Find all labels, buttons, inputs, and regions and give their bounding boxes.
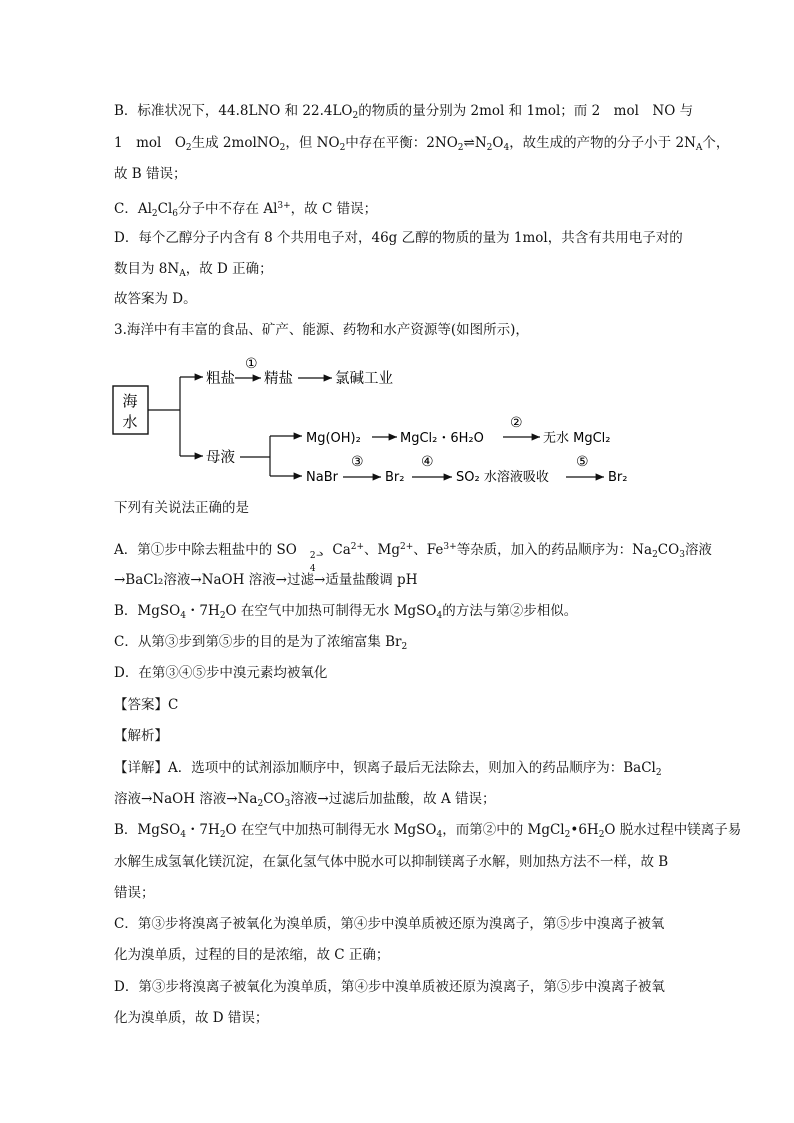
option-b-line-3: 故 B 错误； <box>114 166 187 182</box>
option-b-line-2: 1 mol $O_2$生成 2molNO$_2$，但 $NO_2$中存在平衡：$2NO_2\rightleftharpoons N_2O_4$，故生成的产物的分子小于 $2N_A$个， <box>114 135 730 153</box>
seawater-label-top: 海 <box>122 392 138 410</box>
option-b-line-1: B．标准状况下，44.8LNO 和 $22.4LO_2$的物质的量分别为 2mol 和 1mol；而 2 mol NO 与 <box>114 103 694 121</box>
question-3: 3.海洋中有丰富的食品、矿产、能源、药物和水产资源等(如图所示)， <box>114 322 529 338</box>
option-a-line-1: A．第①步中除去粗盐中的 SO 2− 4 、$Ca^{2+}$、$Mg^{2+}$、$Fe^{3+}$等杂质，加入的药品顺序为：$Na_2CO_3$溶液 <box>114 542 712 574</box>
explanation-line-3: B．MgSO$_4$・$7H_2O$ 在空气中加热可制得无水 MgSO$_4$，而第②中的 $MgCl_2•6H_2O$ 脱水过程中镁离子易 <box>114 822 742 840</box>
step-4-label: ④ <box>421 454 434 470</box>
crude-salt: 粗盐 <box>206 371 235 387</box>
explanation-line-7: 化为溴单质，过程的目的是浓缩，故 C 正确； <box>114 947 390 963</box>
step-5-label: ⑤ <box>576 454 589 470</box>
seawater-label-bottom: 水 <box>122 413 138 431</box>
so2-absorption: SO₂ 水溶液吸收 <box>456 470 549 485</box>
explanation-line-9: 化为溴单质，故 D 错误； <box>114 1010 269 1026</box>
option-d: D．在第③④⑤步中溴元素均被氧化 <box>114 665 328 681</box>
option-c-line: C．$Al_2Cl_6$分子中不存在 $Al^{3+}$，故 C 错误； <box>114 201 378 219</box>
magnesium-hydroxide: Mg(OH)₂ <box>306 431 361 446</box>
explanation-line-1: 【详解】A．选项中的试剂添加顺序中，钡离子最后无法除去，则加入的药品顺序为：BaCl$_2$ <box>114 760 662 778</box>
previous-answer: 故答案为 D。 <box>114 291 197 307</box>
mother-liquor: 母液 <box>206 450 235 466</box>
step-3-label: ③ <box>351 454 364 470</box>
bromine-2: Br₂ <box>608 470 628 485</box>
seawater-flow-diagram <box>110 350 650 492</box>
answer: 【答案】C <box>114 697 179 713</box>
question-prompt: 下列有关说法正确的是 <box>114 500 249 516</box>
explanation-line-8: D．第③步将溴离子被氧化为溴单质，第④步中溴单质被还原为溴离子，第⑤步中溴离子被氧 <box>114 979 665 995</box>
explanation-line-5: 错误； <box>114 885 155 901</box>
option-b: B．MgSO$_4$・$7H_2O$ 在空气中加热可制得无水 MgSO$_4$的方法与第②步相似。 <box>114 603 578 621</box>
analysis-heading: 【解析】 <box>114 728 168 744</box>
explanation-line-6: C．第③步将溴离子被氧化为溴单质，第④步中溴单质被还原为溴离子，第⑤步中溴离子被氧 <box>114 916 665 932</box>
explanation-line-4: 水解生成氢氧化镁沉淀，在氯化氢气体中脱水可以抑制镁离子水解，则加热方法不一样，故 B <box>114 854 669 870</box>
magnesium-chloride-hydrate: MgCl₂・6H₂O <box>400 431 484 446</box>
sodium-bromide: NaBr <box>306 470 338 485</box>
step-2-label: ② <box>510 415 523 431</box>
chlor-alkali-industry: 氯碱工业 <box>335 371 393 387</box>
option-a-line-2: →BaCl₂溶液→NaOH 溶液→过滤→适量盐酸调 pH <box>114 572 418 588</box>
anhydrous-mgcl2: 无水 MgCl₂ <box>543 431 611 446</box>
option-d-line-2: 数目为 $8N_A$，故 D 正确； <box>114 261 273 279</box>
step-1-label: ① <box>245 356 258 372</box>
bromine-1: Br₂ <box>385 470 405 485</box>
explanation-line-2: 溶液→NaOH 溶液$\to Na_2CO_3$溶液→过滤后加盐酸，故 A 错误； <box>114 791 496 809</box>
option-d-line-1: D．每个乙醇分子内含有 8 个共用电子对，46g 乙醇的物质的量为 1mol，共含有共用电子对的 <box>114 230 683 246</box>
option-c: C．从第③步到第⑤步的目的是为了浓缩富集 $Br_2$ <box>114 634 408 652</box>
refined-salt: 精盐 <box>264 371 293 387</box>
